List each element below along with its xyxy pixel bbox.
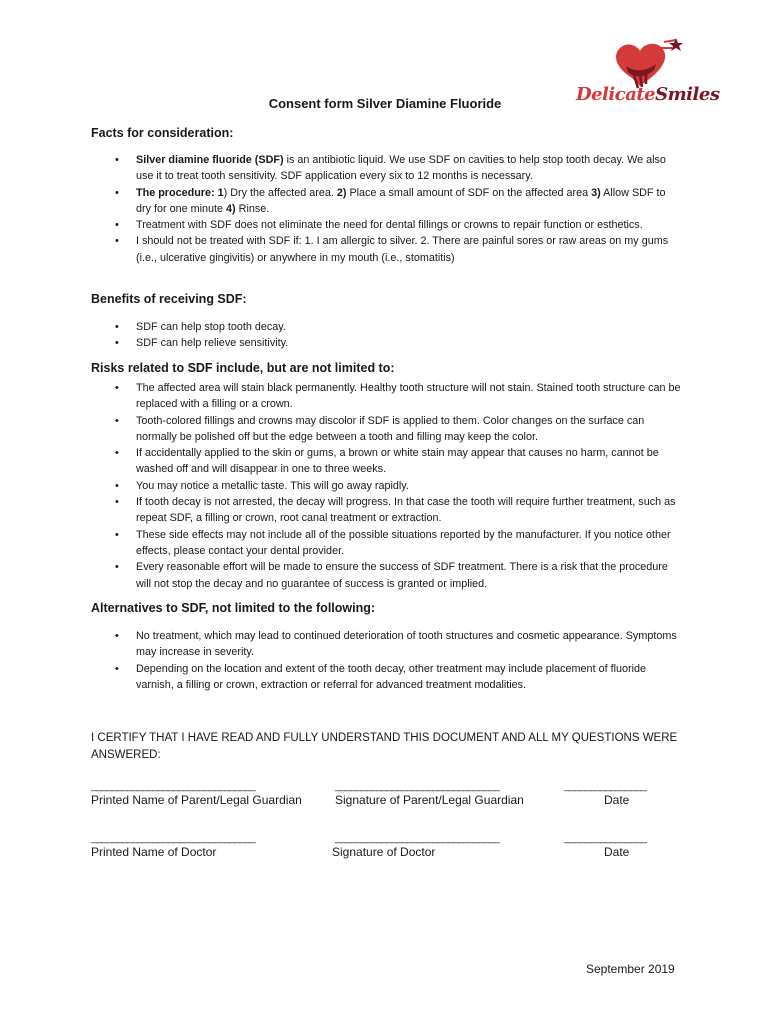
parent-date-line[interactable]: ________________ <box>564 780 646 792</box>
list-item: • If accidentally applied to the skin or gums, a brown or white stain may appear that causes no harm, cannot be washed off and will disappear in one to three weeks. <box>91 445 681 478</box>
logo-word-smiles: Smiles <box>655 84 720 105</box>
list-item <box>91 233 681 266</box>
parent-signature-label: Signature of Parent/Legal Guardian <box>335 793 524 807</box>
facts-heading: Facts for consideration: <box>91 126 234 140</box>
parent-name-line[interactable]: ________________________________ <box>91 780 255 792</box>
benefits-list <box>91 319 681 352</box>
list-item: • If tooth decay is not arrested, the decay will progress. In that case the tooth will require further treatment, such as repeat SDF, a filling or crown, root canal treatment or extraction. <box>91 494 681 527</box>
list-item: • Tooth-colored fillings and crowns may discolor if SDF is applied to them. Color changes on the surface can normally be polished off but the edge between a tooth and filling may keep the color. <box>91 413 681 446</box>
step-number: 3) <box>591 186 601 199</box>
list-item: • SDF can help stop tooth decay. <box>91 319 681 335</box>
list-item <box>91 185 681 218</box>
list-item: • Every reasonable effort will be made to ensure the success of SDF treatment. There is a risk that the procedure will not stop the decay and no guarantee of success is granted or implied. <box>91 559 681 592</box>
procedure-label: The procedure: <box>136 186 215 199</box>
doctor-name-label: Printed Name of Doctor <box>91 845 217 859</box>
list-item: • The affected area will stain black permanently. Healthy tooth structure will not stain. Stained tooth structure can be replaced with a filling or a crown. <box>91 380 681 413</box>
logo-word-delicate: Delicate <box>576 84 656 105</box>
list-item: • SDF can help relieve sensitivity. <box>91 335 681 351</box>
step-number: 1 <box>214 186 224 199</box>
parent-date-label: Date <box>604 793 630 807</box>
doctor-date-label: Date <box>604 845 630 859</box>
footer-date: September 2019 <box>586 962 675 976</box>
title-text: Consent form Silver Diamine Fluoride <box>268 96 502 111</box>
step-number: 4) <box>226 202 236 215</box>
list-item <box>91 217 681 233</box>
list-item: • You may notice a metallic taste. This will go away rapidly. <box>91 478 681 494</box>
benefits-heading: Benefits of receiving SDF: <box>91 292 247 306</box>
fact-text: I should not be treated with SDF if: 1. I am allergic to silver. 2. There are painful sores or raw areas on my gums (i.e., ulcerative gingivitis) or anywhere in my mouth (i.e., stomatitis) <box>136 235 669 264</box>
step-number: 2) <box>336 186 347 199</box>
list-item: • These side effects may not include all of the possible situations reported by the manufacturer. If you notice other effects, please contact your dental provider. <box>91 527 681 560</box>
doctor-signature-label: Signature of Doctor <box>332 845 436 859</box>
doctor-date-line[interactable]: ________________ <box>564 832 646 844</box>
facts-list <box>91 152 681 266</box>
parent-signature-line[interactable]: ________________________________ <box>335 780 499 792</box>
list-item <box>91 152 681 185</box>
heart-tooth-icon <box>610 38 690 90</box>
page-title <box>0 96 770 111</box>
risks-list <box>91 380 681 592</box>
doctor-name-line[interactable]: ________________________________ <box>91 832 255 844</box>
parent-name-label: Printed Name of Parent/Legal Guardian <box>91 793 302 807</box>
step-text: Allow SDF to dry for one minute <box>136 186 666 215</box>
alternatives-list <box>91 628 681 693</box>
fact-bold: Silver diamine fluoride (SDF) <box>136 154 284 166</box>
list-item: • Depending on the location and extent of the tooth decay, other treatment may include placement of fluoride varnish, a filling or crown, extraction or referral for advanced treatment modalities. <box>91 661 681 694</box>
fact-text: is an antibiotic liquid. We use SDF on cavities to help stop tooth decay. We also use it to treat tooth sensitivity. SDF application every six to 12 months is necessary. <box>136 154 666 183</box>
step-text: Place a small amount of SDF on the affected area <box>346 186 592 199</box>
list-item: • No treatment, which may lead to continued deterioration of tooth structures and cosmetic appearance. Symptoms may increase in severity. <box>91 628 681 661</box>
step-text: Rinse. <box>235 202 270 215</box>
alternatives-heading: Alternatives to SDF, not limited to the following: <box>91 601 376 615</box>
risks-heading: Risks related to SDF include, but are not limited to: <box>91 361 395 375</box>
doctor-signature-line[interactable]: ________________________________ <box>335 832 499 844</box>
certification-statement: I CERTIFY THAT I HAVE READ AND FULLY UNDERSTAND THIS DOCUMENT AND ALL MY QUESTIONS WERE ANSWERED: <box>91 732 678 761</box>
step-text: ) Dry the affected area. <box>223 186 337 199</box>
fact-text: Treatment with SDF does not eliminate the need for dental fillings or crowns to repair function or esthetics. <box>136 219 643 232</box>
